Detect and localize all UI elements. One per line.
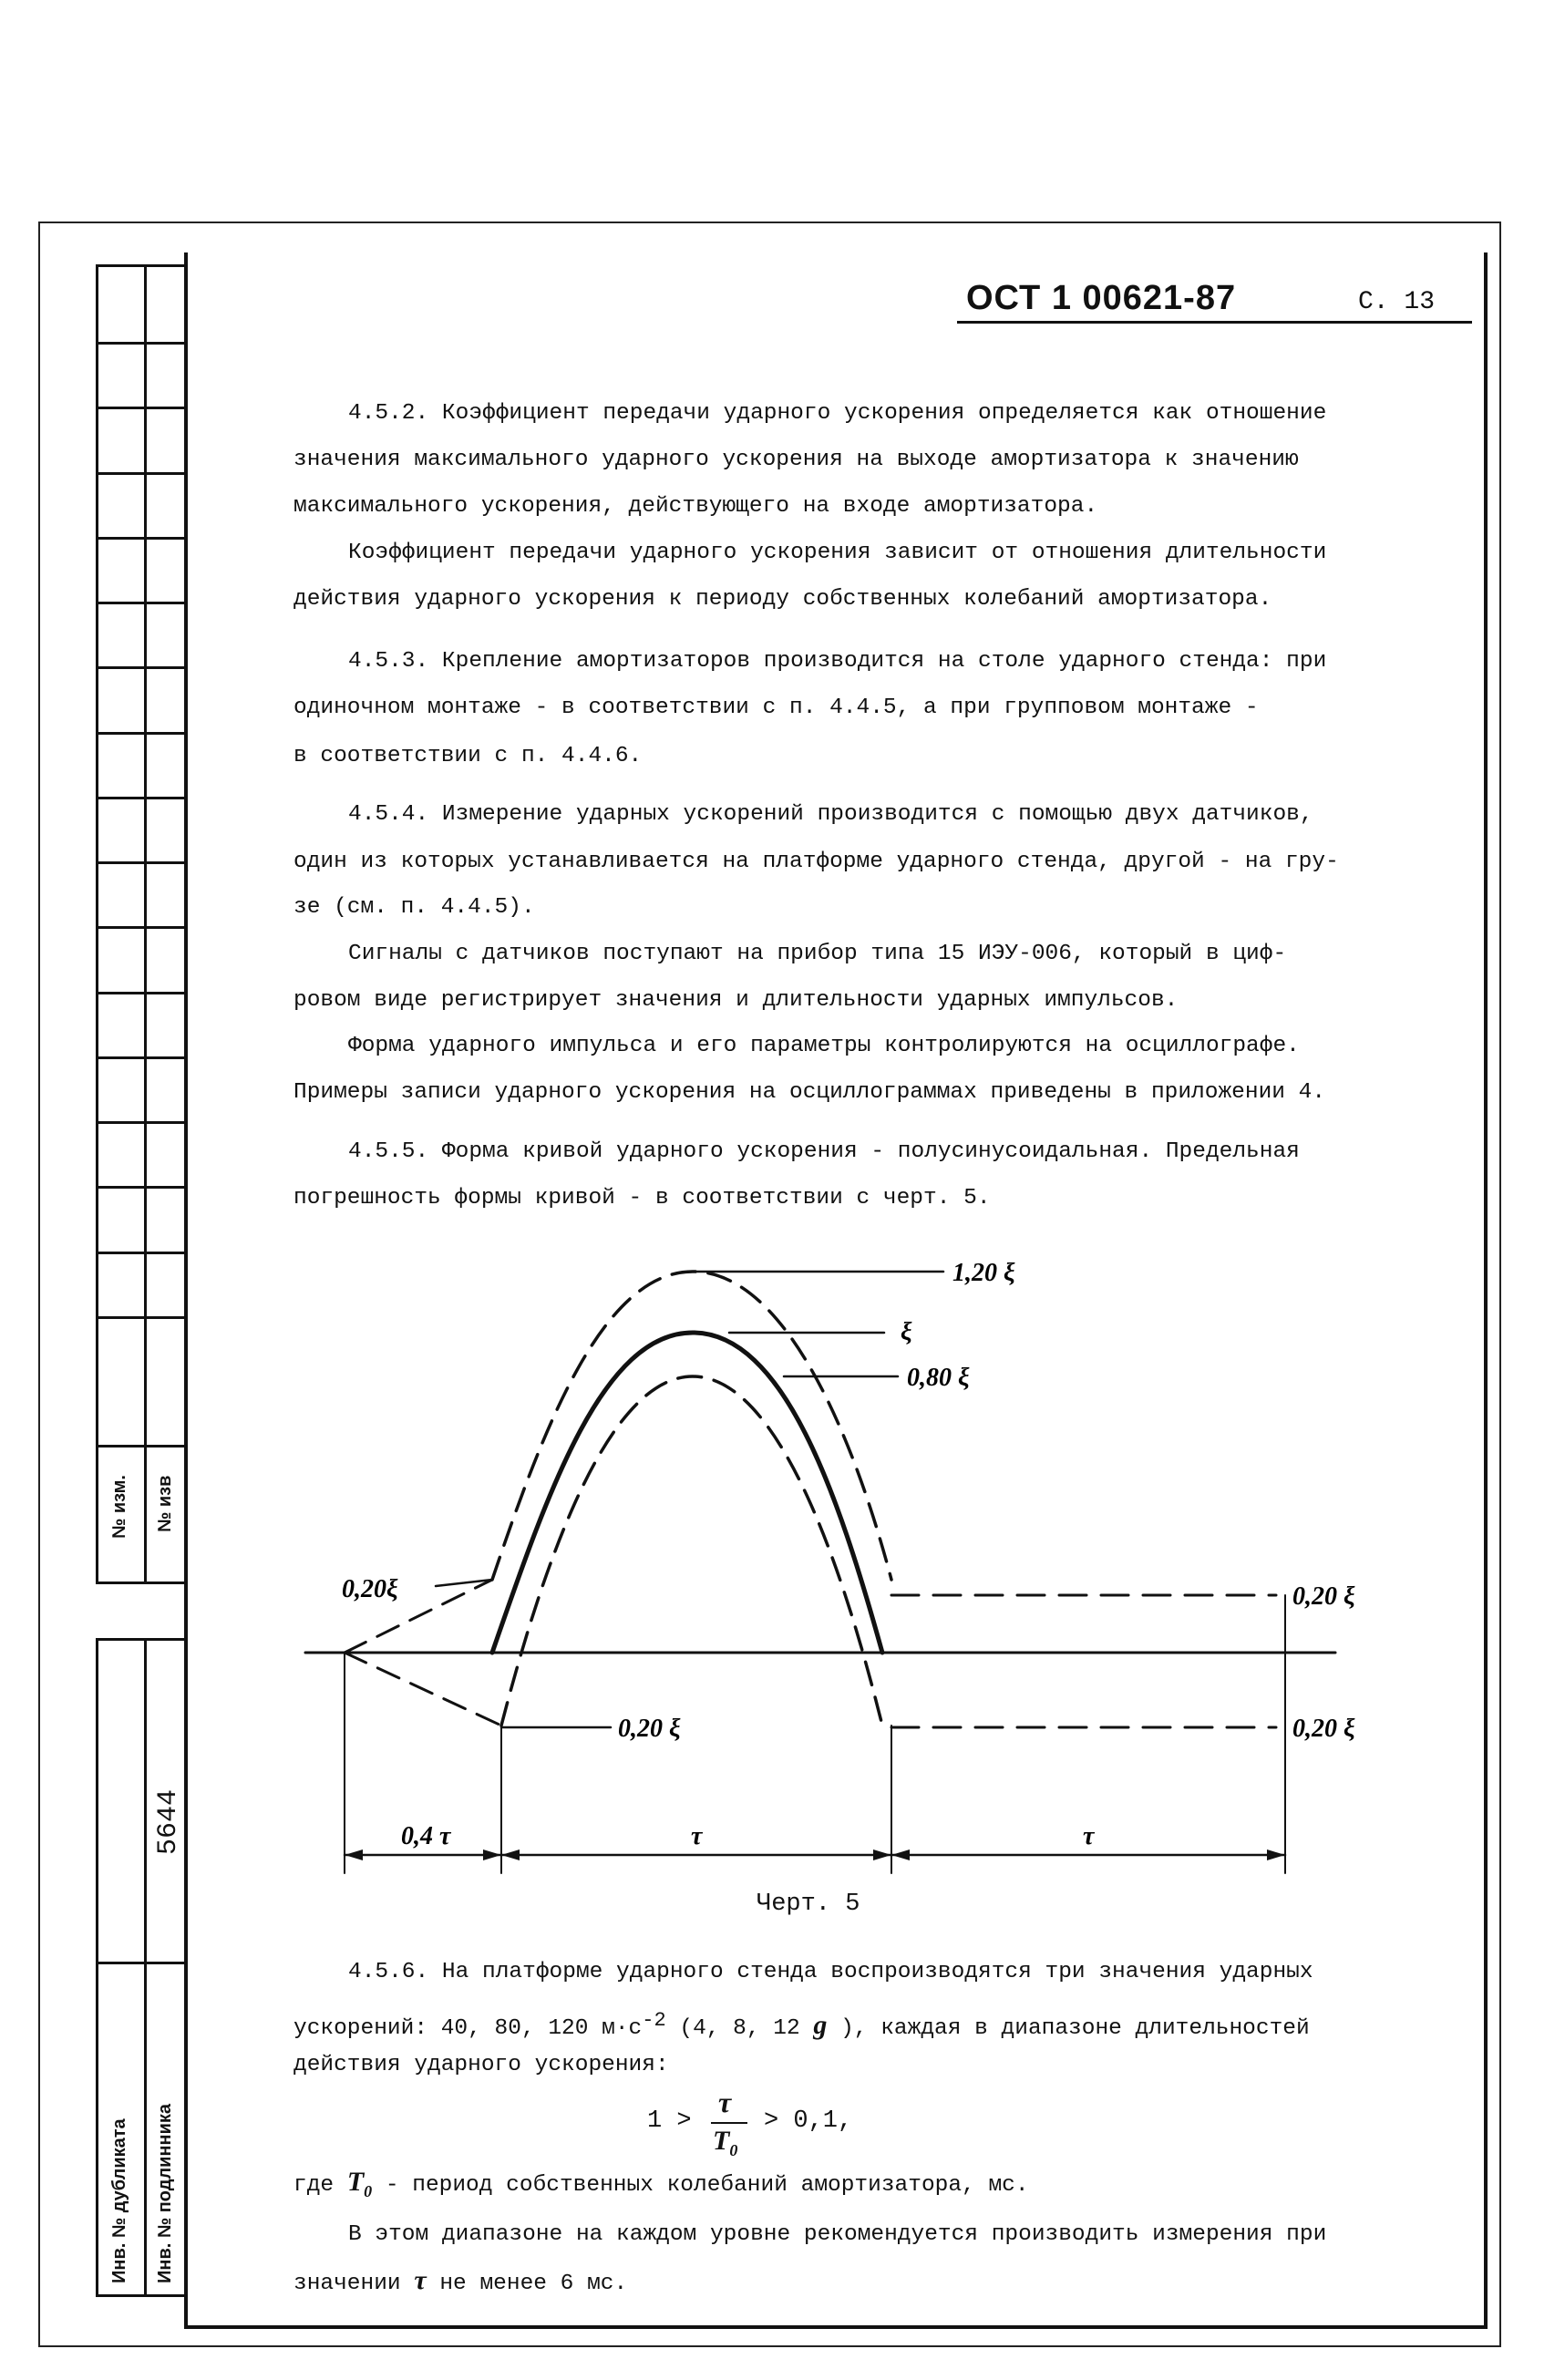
- s456b-tau: τ: [414, 2265, 427, 2295]
- s456b-line-2-a: значении: [293, 2272, 401, 2296]
- formula-fraction-bar: [711, 2122, 747, 2124]
- label-post-bottom: 0,20 ξ: [1292, 1715, 1355, 1743]
- s455-line-1: 4.5.5. Форма кривой ударного ускорения - полусинусоидальная. Предельная: [348, 1139, 1300, 1164]
- s456b-line-2: [293, 2257, 627, 2307]
- s454-line-1: 4.5.4. Измерение ударных ускорений производится с помощью двух датчиков,: [348, 802, 1313, 827]
- s455-line-2: погрешность формы кривой - в соответствии с черт. 5.: [293, 1186, 991, 1211]
- s454-line-3: зе (см. п. 4.4.5).: [293, 895, 535, 920]
- formula-right: > 0,1,: [764, 2107, 853, 2135]
- s456-g-symbol: g: [813, 2010, 828, 2041]
- s452b-line-1: Коэффициент передачи ударного ускорения зависит от отношения длительности: [348, 541, 1327, 565]
- label-pre-bottom: 0,20 ξ: [618, 1715, 681, 1743]
- s454b-line-1: Сигналы с датчиков поступают на прибор типа 15 ИЭУ-006, который в циф-: [348, 942, 1287, 966]
- formula-den-T: T: [713, 2126, 730, 2156]
- formula-left: 1 >: [647, 2107, 692, 2135]
- s454b-line-2: ровом виде регистрирует значения и длительности ударных импульсов.: [293, 988, 1179, 1013]
- lower-tolerance-curve: [501, 1376, 882, 1726]
- stamp-izv-label: № изв: [155, 1475, 175, 1532]
- where-b: - период собственных колебаний амортизатора, мс.: [385, 2173, 1029, 2198]
- where-a: где: [293, 2173, 335, 2198]
- s452-line-1: 4.5.2. Коэффициент передачи ударного ускорения определяется как отношение: [348, 401, 1327, 426]
- s452-line-2: значения максимального ударного ускорения на выходе амортизатора к значению: [293, 448, 1299, 472]
- s453-line-1: 4.5.3. Крепление амортизаторов производится на столе ударного стенда: при: [348, 649, 1327, 674]
- nominal-curve: [492, 1333, 882, 1653]
- s454c-line-1: Форма ударного импульса и его параметры контролируются на осциллографе.: [348, 1034, 1300, 1058]
- label-dim-post: τ: [1083, 1822, 1095, 1850]
- where-T-sub: 0: [364, 2182, 373, 2200]
- label-pre-top: 0,20ξ: [342, 1575, 398, 1603]
- where-line: [293, 2158, 1029, 2215]
- s456b-line-1: В этом диапазоне на каждом уровне рекомендуется производить измерения при: [348, 2222, 1327, 2247]
- formula-den-sub: 0: [729, 2141, 738, 2159]
- label-dim-pre: 0,4 τ: [401, 1822, 451, 1850]
- podlinnik-number: 5644: [153, 1788, 184, 1855]
- figure-caption: Черт. 5: [757, 1891, 860, 1918]
- s456-line-1: 4.5.6. На платформе ударного стенда воспроизводятся три значения ударных: [348, 1960, 1313, 1984]
- s456-line-2-a: ускорений: 40, 80, 120 м·с: [293, 2016, 643, 2042]
- s456-line-3: действия ударного ускорения:: [293, 2053, 669, 2077]
- where-T0: [346, 2167, 373, 2200]
- s453-line-3: в соответствии с п. 4.4.6.: [293, 744, 643, 768]
- upper-tolerance-curve: [492, 1272, 891, 1580]
- s452-line-3: максимального ускорения, действующего на входе амортизатора.: [293, 494, 1098, 519]
- document-code: ОСТ 1 00621-87: [966, 279, 1237, 317]
- stamp-podlinnik-label: Инв. № подлинника: [155, 2103, 175, 2283]
- formula-numerator: τ: [718, 2086, 732, 2118]
- formula-denominator: [713, 2126, 737, 2160]
- stamp-dublikat-label: Инв. № дубликата: [109, 2118, 129, 2283]
- stamp-izm-label: № изм.: [109, 1475, 129, 1539]
- label-post-top: 0,20 ξ: [1292, 1582, 1355, 1611]
- label-dim-pulse: τ: [691, 1822, 703, 1850]
- label-upper: 1,20 ξ: [952, 1259, 1015, 1287]
- s456-line-2-b: (4, 8, 12: [679, 2016, 800, 2042]
- label-lower: 0,80 ξ: [907, 1364, 970, 1392]
- s453-line-2: одиночном монтаже - в соответствии с п. 4.4.5, а при групповом монтаже -: [293, 695, 1259, 720]
- s454c-line-2: Примеры записи ударного ускорения на осциллограммах приведены в приложении 4.: [293, 1080, 1326, 1105]
- s454-line-2: один из которых устанавливается на платформе ударного стенда, другой - на гру-: [293, 850, 1339, 874]
- s456-line-2-c: ), каждая в диапазоне длительностей: [840, 2016, 1310, 2042]
- pre-lower-line: [345, 1653, 501, 1726]
- page-number: С. 13: [1358, 288, 1436, 316]
- duration-formula: [647, 2086, 921, 2168]
- s456-exponent: -2: [642, 2009, 666, 2032]
- label-nominal: ξ: [901, 1318, 912, 1346]
- where-T: T: [346, 2167, 365, 2197]
- s452b-line-2: действия ударного ускорения к периоду собственных колебаний амортизатора.: [293, 587, 1272, 612]
- s456b-line-2-b: не менее 6 мс.: [439, 2272, 628, 2296]
